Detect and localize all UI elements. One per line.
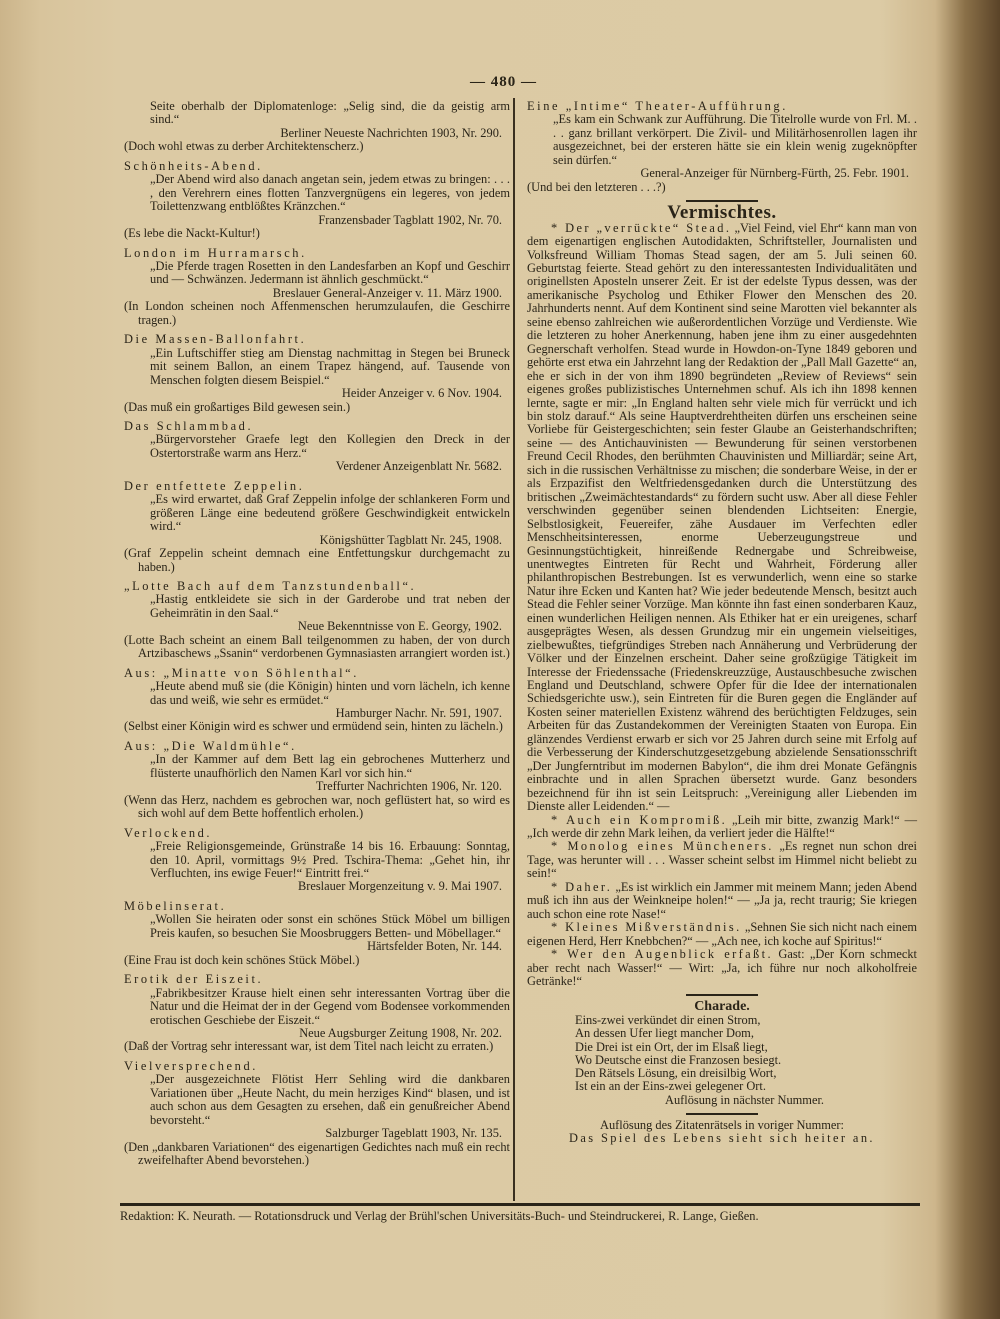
entry-quote: Seite oberhalb der Diplomatenloge: „Selig sind, die da geistig arm sind.“ [150,99,510,127]
section-heading: Vermischtes. [667,202,777,224]
charade-line: Ist ein an der Eins-zwei gelegener Ort. [575,1079,766,1094]
entry-source: Härtsfelder Boten, Nr. 144. [367,939,502,954]
entry-quote: „Bürgervorsteher Graefe legt den Kollegien den Dreck in der Ostertorstraße warm ans Herz.“ [150,432,510,460]
entry-quote: „Fabrikbesitzer Krause hielt einen sehr interessanten Vortrag über die Natur und die Heimat der in der Gegend vom Bodensee vorkommenden erotischen Geschiebe der Eiszeit.“ [150,985,510,1027]
charade-note: Auflösung in nächster Nummer. [665,1092,824,1107]
entry-source: Verdener Anzeigenblatt Nr. 5682. [335,459,502,474]
entry-title: Erotik der Eiszeit. [124,972,264,987]
charade-title: Charade. [694,999,750,1015]
charade-rule [686,994,758,996]
charade-line: Eins-zwei verkündet dir einen Strom, [575,1012,761,1027]
misc-item-text: Gast: „Der Korn schmeckt aber recht nach Wasser!“ — Wirt: „Ja, ich führe nur noch alkoholfreie Getränke!“ [527,947,917,988]
quote-entry [124,480,510,574]
misc-item [527,921,917,948]
entry-quote: „Es kam ein Schwank zur Aufführung. Die Titelrolle wurde von Frl. M. . . . ganz brillant verkörpert. Die Zivil- und Militärhosenrollen lagen ihr ausgezeichnet, bei der ersteren hätte sie ein klein wenig zugeknöpfter sein dürfen.“ [553,112,917,167]
entry-comment: (Graf Zeppelin scheint demnach eine Entfettungskur durchgemacht zu haben.) [124,546,510,574]
misc-item-text: „Sehnen Sie sich nicht nach einem eigenen Herd, Herr Knebbchen?“ — „Ach nee, ich koche auf Spiritus!“ [527,920,917,948]
entry-source: Franzensbader Tagblatt 1902, Nr. 70. [318,212,502,227]
misc-item [527,840,917,880]
entry-source: Breslauer General-Anzeiger v. 11. März 1900. [272,285,502,300]
entry-source: Heider Anzeiger v. 6 Nov. 1904. [341,386,502,401]
charade-line: Die Drei ist ein Ort, der im Elsaß liegt, [575,1039,768,1054]
entry-quote: „Die Pferde tragen Rosetten in den Landesfarben an Kopf und Geschirr und — Schwänzen. Jedermann ist ähnlich geschmückt.“ [150,258,510,287]
misc-item-title: * Wer den Augenblick erfaßt. [551,947,773,962]
entry-quote: „Ein Luftschiffer stieg am Dienstag nachmittag in Stegen bei Bruneck mit seinem Ballon, an einem Trapez hängend, auf. Tausende von Menschen folgten diesem Beispiel.“ [150,345,510,387]
entry-comment: (Daß der Vortrag sehr interessant war, ist dem Titel nach leicht zu erraten.) [124,1039,494,1054]
misc-item [527,814,917,841]
quote-entry [124,420,510,474]
entry-quote: „Der Abend wird also danach angetan sein, jedem etwas zu bringen: . . . , den Verehrern eines flotten Tanzvergnügens ein legeres, von jedem Toilettenzwang entblößtes Kränzchen.“ [150,172,510,214]
quote-entry [124,973,510,1054]
misc-item-text: „Es regnet nun schon drei Tage, was herunter will . . . Wasser scheint selbst im Himmel nicht beliebt zu sein!“ [527,839,918,881]
solution-answer: Das Spiel des Lebens sieht sich heiter an. [569,1131,875,1146]
misc-item-text: „Viel Feind, viel Ehr“ kann man von dem eigenartigen englischen Autodidakten, Schriftsteller, Journalisten und Volksfreund William Thomas Stead sagen, der am 5. Juli seinen 60. Geburtstag feierte. Stead gehört zu den interessantesten Individualitäten und originellsten Aposteln unserer Zeit. Er ist der edelste Typus dessen, was der amerikanische Psycholog und Ethiker Flower den Menschen des 20. Jahrhunderts nennt. Auf dem Kontinent sind seine Marotten viel bekannter als seine ebenso zahlreichen wie außerordentlichen Vorzüge und Verdienste. Wie die letzteren zu hoher Anerkennung, haben jene ihm zu einer ausgedehnten Gegnerschaft verholfen. Stead wurde in Howdon-on-Tyne 1849 geboren und gehörte erst etwa ein Jahrzehnt lang der Redaktion der „Pall Mall Gazette“ an, ehe er sich in der von ihm 1890 begründeten „Review of Reviews“ sein eigenes großes publizistisches Unternehmen schuf. Als ich ihn 1898 kennen lernte, sagte er mir: „In England halten sehr viele mich für verrückt und ich bin stolz darauf.“ Als seine Hauptverdrehtheiten dürfen uns erscheinen seine Vorliebe für Geistergeschichten; sein fester Glaube an Geisterhandschriften; seine — des Antichauvinisten — Bewunderung für seinen verstorbenen Freund Cecil Rhodes, den berühmten Chauvinisten und Milliardär; seine Art, sich in die russischen Verhältnisse zu mischen; die sonderbare Weise, in der er als Erzpazifist den Weltfriedensgedanken durch die Unterstützung des britischen „Zweimächtestandards“ zu fördern sucht usw. Aber all diese Fehler verschwinden gegenüber seinen blendenden Lichtseiten: Energie, Selbstlosigkeit, Feuereifer, zähe Ausdauer im Verfechten edler Menschheitsinteressen, enorme Ueberzeugungstreue und Gesinnungstüchtigkeit, hinreißende Rednergabe und Schreibweise, unentwegtes Eintreten für Recht und Wahrheit, Förderung aller philanthropischen Bestrebungen. Ist es verwunderlich, wenn eine so starke Natur ihre Ecken und Kanten hat? Wie jeder bedeutende Mensch, besitzt auch Stead die Fehler seiner Vorzüge. Man könnte ihn fast einen sonderbaren Kauz, einen wunderlichen Heiligen nennen. Als Ethiker hat er ein ureigenes, scharf ausgeprägtes Wesen, als dessen Grundzug mir ein ungemein vielseitiges, zielbewußtes, tiefgründiges Streben nach Annäherung und Verbrüderung der Völker und der Einzelnen erscheint. Daher seine großzügige Tätigkeit im Interesse der Friedenssache (Friedenskreuzzüge, Austauschbesuche zwischen England und Deutschland, schwere Opfer für die Idee der internationalen Schiedsgerichte usw.), sein Eintreten für die Buren gegen die Engländer auf Kosten seiner materiellen Existenz während des berüchtigten Feldzuges, sein Arbeiten für das Zustandekommen der Vereinigten Staaten von Europa. Ein glänzendes Verdienst erwarb er sich vor 25 Jahren durch seine mit Erfolg auf die Verbesserung der Kinderschutzgesetzgebung abzielende Sensationsschrift „Der Jungferntribut im modernen Babylon“, die ihm drei Monate Gefängnis einbrachte und in allen Sprachen übersetzt wurde. Ganz besonders bezeichnend für ihn ist sein Leitspruch: „Vereinigung aller Liebenden im Dienste aller Leidenden.“ — [527,220,917,814]
quote-entry [527,100,917,194]
quote-entry [124,827,510,894]
entry-title: Das Schlammbad. [124,418,254,433]
misc-item [527,222,917,814]
misc-item-title: * Der „verrückte“ Stead. [551,220,732,235]
entry-comment: (Und bei den letzteren . . .?) [527,179,666,194]
entry-title: Eine „Intime“ Theater-Aufführung. [527,99,788,113]
entry-comment: (Eine Frau ist doch kein schönes Stück Möbel.) [124,952,360,967]
entry-comment: (Das muß ein großartiges Bild gewesen sein.) [124,399,351,414]
entry-title: Verlockend. [124,825,213,840]
entry-source: Salzburger Tageblatt 1903, Nr. 135. [325,1126,502,1141]
entry-comment: (Wenn das Herz, nachdem es gebrochen war, noch geflüstert hat, so wird es sich wohl auf dem Bette hoffentlich erholen.) [124,792,510,821]
entry-title: Aus: „Minatte von Söhlenthal“. [124,665,359,680]
imprint-footer: Redaktion: K. Neurath. — Rotationsdruck und Verlag der Brühl'schen Universitäts-Buch- und Steindruckerei, R. Lange, Gießen. [120,1209,759,1223]
quote-entry [124,1060,510,1168]
misc-item-text: „Es ist wirklich ein Jammer mit meinem Mann; jeden Abend muß ich ihn aus der Weinkneipe holen!“ — „Ja ja, recht traurig; Sie kriegen auch schon eine rote Nase!“ [527,879,917,921]
quote-entry [124,333,510,414]
entry-title: Schönheits-Abend. [124,158,263,173]
entry-title: Die Massen-Ballonfahrt. [124,332,307,347]
entry-comment: (Selbst einer Königin wird es schwer und ermüdend sein, hinten zu lächeln.) [124,719,503,734]
entry-title: Möbelinserat. [124,898,227,913]
entry-quote: „In der Kammer auf dem Bett lag ein gebrochenes Mutterherz und flüsterte unaufhörlich den Namen Karl vor sich hin.“ [150,752,510,780]
entry-quote: „Hastig entkleidete sie sich in der Garderobe und trat neben der Geheimrätin in den Saal.“ [150,592,510,620]
solution-label: Auflösung des Zitatenrätsels in voriger Nummer: [600,1117,844,1132]
entry-title: Vielversprechend. [124,1058,258,1073]
entry-source: Neue Bekenntnisse von E. Georgy, 1902. [297,619,502,634]
page-number: — 480 — [470,74,537,90]
quote-entry [124,740,510,821]
misc-items [527,222,917,989]
entry-title: „Lotte Bach auf dem Tanzstundenball“. [124,578,417,593]
footer-rule [120,1203,920,1206]
entry-quote: „Der ausgezeichnete Flötist Herr Sehling wird die dankbaren Variationen über „Heute Nacht, du mein herziges Kind“ blasen, und ist auch schon aus dem Gesagten zu ersehen, daß ein genußreicher Abend bevorsteht.“ [150,1072,510,1127]
entry-title: London im Hurramarsch. [124,245,307,260]
entry-source: General-Anzeiger für Nürnberg-Fürth, 25. Febr. 1901. [640,166,909,181]
entry-comment: (Lotte Bach scheint an einem Ball teilgenommen zu haben, der von durch Artzibaschews „Ssanin“ verdorbenen Gymnasiasten arrangiert worden ist.) [124,632,510,661]
entry-quote: „Es wird erwartet, daß Graf Zeppelin infolge der schlankeren Form und größeren Länge eine bedeutend größere Geschwindigkeit entwickeln wird.“ [150,492,510,534]
quote-entry [124,667,510,734]
entry-title: Der entfettete Zeppelin. [124,478,305,493]
misc-item-title: * Monolog eines Müncheners. [551,839,774,854]
entry-source: Breslauer Morgenzeitung v. 9. Mai 1907. [297,879,502,894]
solution-block [527,1119,917,1146]
charade-line: Wo Deutsche einst die Franzosen besiegt. [575,1052,782,1067]
entry-source: Berliner Neueste Nachrichten 1903, Nr. 290. [280,125,502,140]
misc-item-title: * Auch ein Kompromiß. [551,812,728,827]
entry-source: Königshütter Tagblatt Nr. 245, 1908. [319,532,502,547]
left-column [124,100,510,1174]
misc-item [527,881,917,921]
quote-entry [124,580,510,661]
right-column [527,100,917,1146]
entry-source: Hamburger Nachr. Nr. 591, 1907. [335,706,502,721]
entry-source: Neue Augsburger Zeitung 1908, Nr. 202. [299,1026,502,1040]
entry-quote: „Wollen Sie heiraten oder sonst ein schönes Stück Möbel um billigen Preis kaufen, so besuchen Sie Moosbruggers Betten- und Möbellager.“ [150,912,510,940]
entry-quote: „Heute abend muß sie (die Königin) hinten und vorn lächeln, ich kenne das und weiß, wie sehr es ermüdet.“ [150,679,510,707]
quote-entry [124,100,510,154]
column-divider [513,98,515,1201]
quote-entry [124,160,510,241]
solution-rule [686,1113,758,1115]
entry-comment: (In London scheinen noch Affenmenschen herumzulaufen, die Geschirre tragen.) [124,299,510,327]
charade-line: Den Rätsels Lösung, ein dreisilbig Wort, [575,1066,777,1081]
entry-title: Aus: „Die Waldmühle“. [124,738,297,753]
misc-item-title: * Kleines Mißverständnis. [551,920,742,935]
entry-comment: (Es lebe die Nackt-Kultur!) [124,226,260,241]
entry-comment: (Den „dankbaren Variationen“ des eigenartigen Gedichtes nach muß ein recht zweifelhafter Abend bevorstehen.) [124,1139,510,1168]
entry-comment: (Doch wohl etwas zu derber Architektenscherz.) [124,139,364,154]
misc-item-text: „Leih mir bitte, zwanzig Mark!“ — „Ich werde dir zehn Mark leihen, da verliert jeder die Hälfte!“ [527,812,918,841]
entry-source: Treffurter Nachrichten 1906, Nr. 120. [315,779,502,794]
quote-entry [124,900,510,967]
charade-poem [527,1014,917,1107]
entry-quote: „Freie Religionsgemeinde, Grünstraße 14 bis 16. Erbauung: Sonntag, den 10. April, vormittags 9½ Pred. Tschira-Thema: „Gehet hin, ihr Verfluchten, ins ewige Feuer!“ Eintritt frei.“ [150,839,510,881]
quote-entry [124,247,510,328]
misc-item-title: * Daher. [551,879,613,894]
charade-line: An dessen Ufer liegt mancher Dom, [575,1026,754,1041]
misc-item [527,948,917,988]
